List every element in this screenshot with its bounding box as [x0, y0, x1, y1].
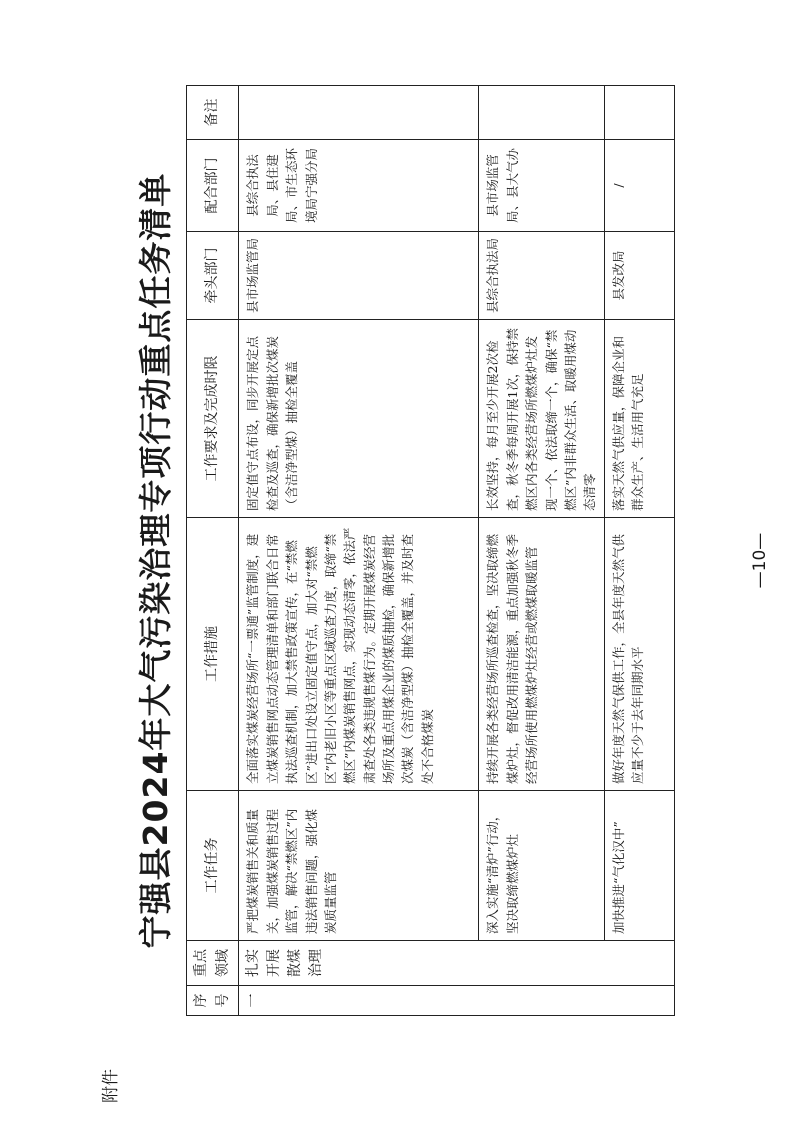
row-requirements: 固定值守点布设，同步开展定点检查及巡查，确保新增批次煤炭（含洁净型煤）抽检全覆盖	[239, 320, 479, 518]
section-seq: 一	[239, 986, 674, 1016]
row-lead: 县发改局	[604, 232, 674, 320]
header-seq: 序号	[187, 986, 239, 1016]
row-coop: 县综合执法局、县住建局、市生态环境局宁强分局	[239, 140, 479, 232]
header-measures: 工作措施	[187, 518, 239, 791]
page-title: 宁强县2024年大气污染治理专项行动重点任务清单	[136, 172, 175, 949]
header-note: 备注	[187, 86, 239, 140]
row-task: 深入实施“清炉”行动，坚决取缔燃煤炉灶	[479, 791, 604, 941]
table-row	[479, 86, 604, 1016]
row-measures: 做好年度天然气保供工作，全县年度天然气供应量不少于去年同期水平	[604, 518, 674, 791]
row-coop: 县市场监管局、县大气办	[479, 140, 604, 232]
page-number: —10—	[750, 532, 770, 589]
table-row	[604, 86, 674, 1016]
row-lead: 县综合执法局	[479, 232, 604, 320]
header-area: 重点领域	[187, 941, 239, 986]
row-lead: 县市场监管局	[239, 232, 479, 320]
row-requirements: 落实天然气供应量，保障企业和群众生产、生活用气充足	[604, 320, 674, 518]
row-measures: 持续开展各类经营场所巡查检查，坚决取缔燃煤炉灶，督促改用清洁能源，重点加强秋冬季经营场所使用燃煤炉灶经营或燃煤取暖监管	[479, 518, 604, 791]
row-note	[479, 86, 604, 140]
row-coop: /	[604, 140, 674, 232]
row-note	[239, 86, 479, 140]
row-task: 加快推进“气化汉中”	[604, 791, 674, 941]
table-row	[239, 86, 479, 1016]
section-area: 扎实开展散煤治理	[239, 941, 674, 986]
table-header-row	[187, 86, 239, 1016]
attachment-label: 附件	[101, 1069, 121, 1103]
row-task: 严把煤炭销售关和质量关，加强煤炭销售过程监管，解决“禁燃区”内违法销售问题，强化煤炭质量监管	[239, 791, 479, 941]
header-requirements: 工作要求及完成时限	[187, 320, 239, 518]
header-lead: 牵头部门	[187, 232, 239, 320]
header-task: 工作任务	[187, 791, 239, 941]
row-measures: 全面落实煤炭经营场所“一票通”监管制度，建立煤炭销售网点动态管理清单和部门联合日常执法巡查机制，加大禁售政策宣传，在“禁燃区”进出口处设立固定值守点，加大对“禁燃区”内老旧小区等重点区域巡查力度，取缔“禁燃区”内煤炭销售网点，实现动态清零，依法严肃查处各类违规售煤行为。定期开展煤炭经营场所及重点用煤企业的煤质抽检，确保新增批次煤炭（含洁净型煤）抽检全覆盖，并及时查处不合格煤炭	[239, 518, 479, 791]
row-requirements: 长效坚持，每月至少开展2次检查，秋冬季每周开展1次，保持禁燃区内各类经营场所燃煤炉灶发现一个、依法取缔一个，确保“禁燃区”内非群众生活、取暖用煤动态清零	[479, 320, 604, 518]
header-coop: 配合部门	[187, 140, 239, 232]
task-table	[186, 85, 675, 1016]
row-note	[604, 86, 674, 140]
